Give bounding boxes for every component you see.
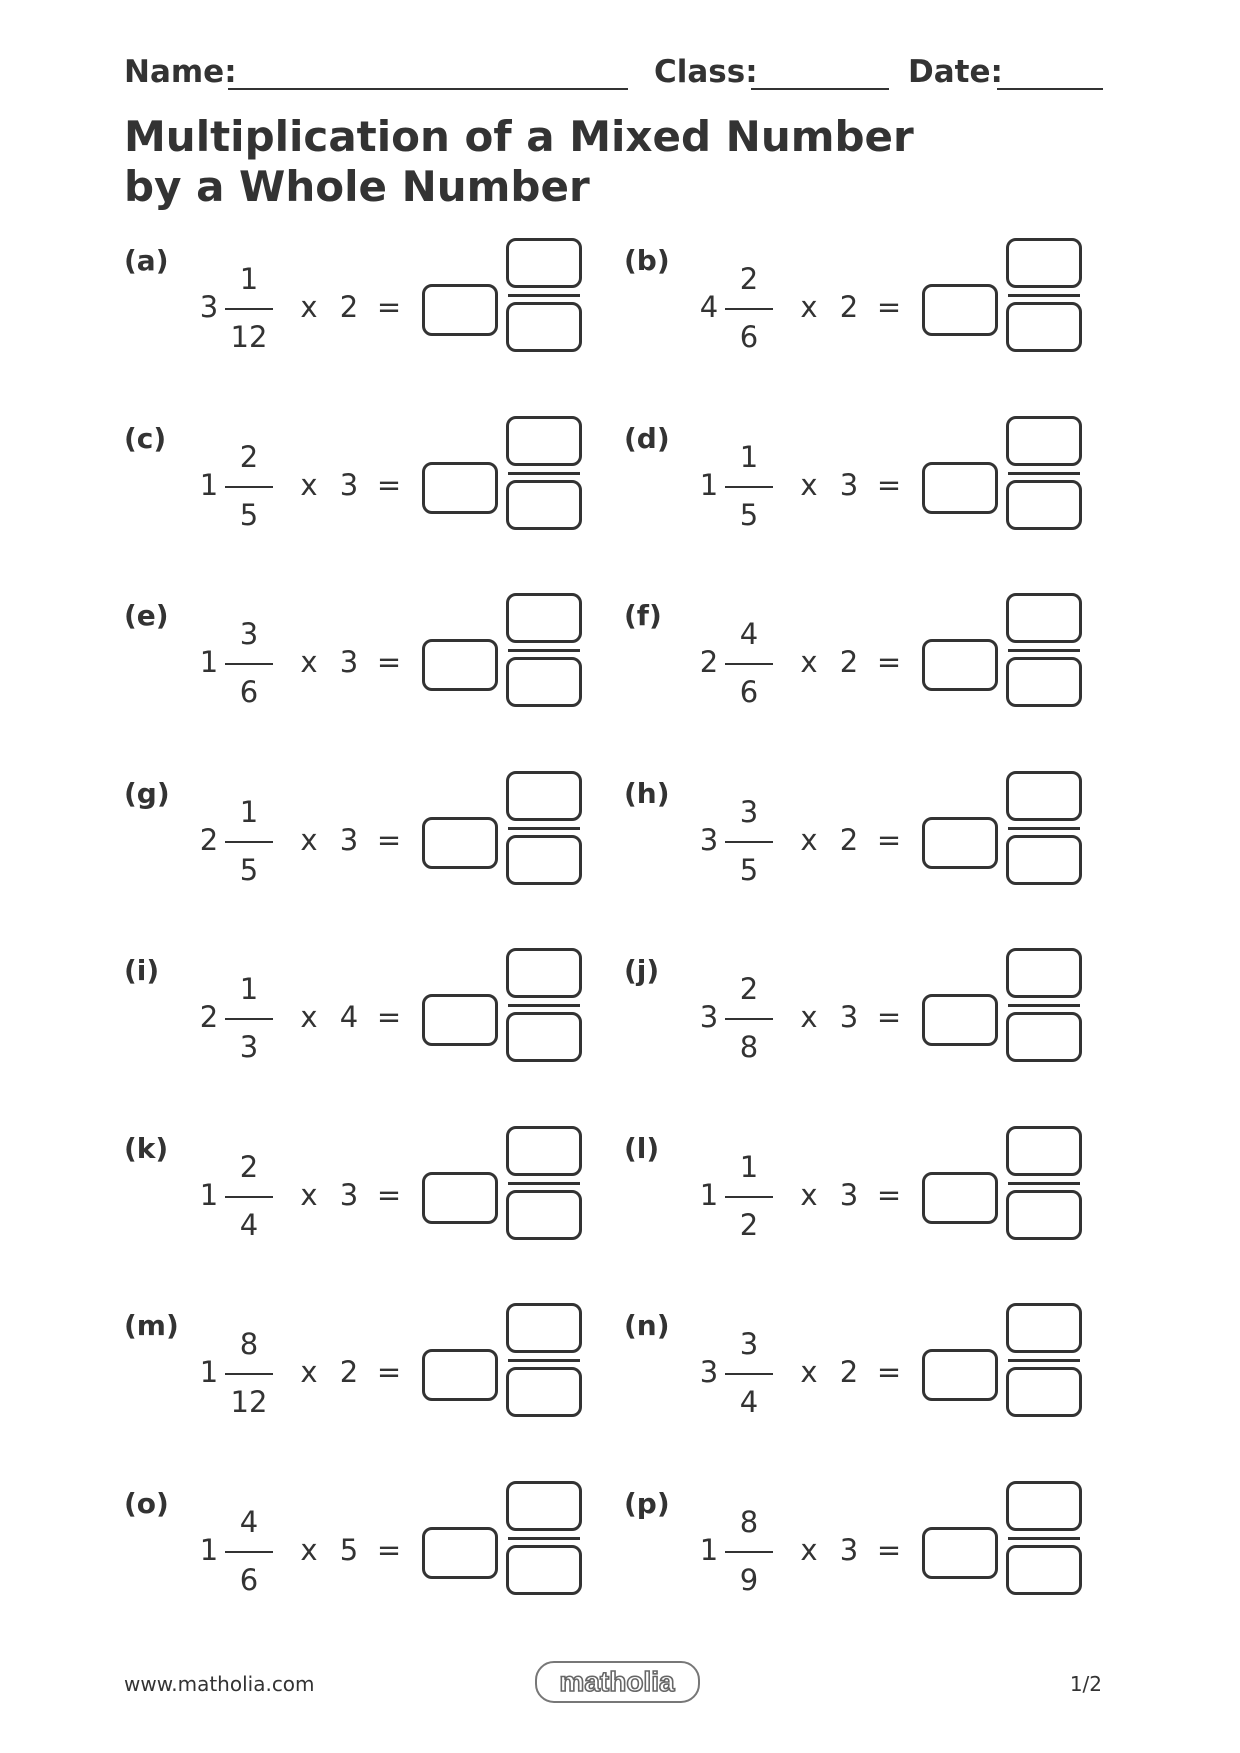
whole-number: 1	[699, 1533, 719, 1567]
answer-whole-box[interactable]	[922, 994, 998, 1046]
whole-number: 4	[699, 290, 719, 324]
multiply-sign: x	[800, 1178, 818, 1212]
equals-sign: =	[376, 1355, 402, 1389]
problem-label: (a)	[124, 244, 169, 277]
answer-whole-box[interactable]	[922, 639, 998, 691]
answer-denominator-box[interactable]	[506, 1190, 582, 1240]
answer-whole-box[interactable]	[922, 284, 998, 336]
whole-number: 3	[699, 1000, 719, 1034]
answer-fraction-bar	[1008, 1537, 1080, 1540]
answer-numerator-box[interactable]	[506, 948, 582, 998]
name-label: Name:	[124, 54, 237, 90]
answer-denominator-box[interactable]	[1006, 1012, 1082, 1062]
multiplier: 3	[339, 823, 359, 857]
problem-item	[124, 1481, 584, 1611]
answer-numerator-box[interactable]	[1006, 416, 1082, 466]
answer-fraction-bar	[1008, 827, 1080, 830]
fraction-bar	[725, 308, 773, 310]
title-line-1: Multiplication of a Mixed Number	[124, 112, 914, 161]
multiply-sign: x	[800, 1355, 818, 1389]
fraction-bar	[225, 486, 273, 488]
whole-number: 3	[699, 1355, 719, 1389]
multiply-sign: x	[800, 468, 818, 502]
answer-numerator-box[interactable]	[1006, 771, 1082, 821]
answer-whole-box[interactable]	[422, 284, 498, 336]
answer-denominator-box[interactable]	[506, 1012, 582, 1062]
problem-label: (f)	[624, 599, 662, 632]
multiply-sign: x	[800, 290, 818, 324]
numerator: 2	[239, 440, 259, 474]
denominator: 4	[739, 1385, 759, 1419]
class-label: Class:	[654, 54, 758, 90]
numerator: 8	[239, 1327, 259, 1361]
problem-item	[624, 1303, 1084, 1433]
fraction-bar	[225, 308, 273, 310]
fraction-bar	[725, 1018, 773, 1020]
whole-number: 1	[199, 645, 219, 679]
problem-label: (m)	[124, 1309, 179, 1342]
whole-number: 3	[699, 823, 719, 857]
multiplier: 3	[339, 468, 359, 502]
answer-denominator-box[interactable]	[506, 1545, 582, 1595]
answer-fraction-bar	[508, 294, 580, 297]
problem-label: (e)	[124, 599, 169, 632]
fraction-bar	[225, 1196, 273, 1198]
problem-item	[124, 948, 584, 1078]
equals-sign: =	[376, 290, 402, 324]
denominator: 3	[239, 1030, 259, 1064]
equals-sign: =	[876, 823, 902, 857]
fraction-bar	[225, 663, 273, 665]
problem-label: (k)	[124, 1132, 169, 1165]
answer-numerator-box[interactable]	[506, 1303, 582, 1353]
equals-sign: =	[376, 1000, 402, 1034]
multiply-sign: x	[300, 1533, 318, 1567]
multiply-sign: x	[800, 1533, 818, 1567]
answer-numerator-box[interactable]	[506, 1126, 582, 1176]
multiply-sign: x	[300, 645, 318, 679]
header-fields	[124, 50, 1104, 96]
whole-number: 1	[699, 1178, 719, 1212]
problem-item	[124, 593, 584, 723]
denominator: 12	[230, 320, 268, 354]
answer-denominator-box[interactable]	[1006, 480, 1082, 530]
numerator: 1	[739, 440, 759, 474]
multiplier: 4	[339, 1000, 359, 1034]
problem-label: (c)	[124, 422, 167, 455]
whole-number: 2	[199, 1000, 219, 1034]
answer-whole-box[interactable]	[922, 462, 998, 514]
answer-whole-box[interactable]	[922, 817, 998, 869]
equals-sign: =	[876, 645, 902, 679]
denominator: 2	[739, 1208, 759, 1242]
whole-number: 3	[199, 290, 219, 324]
equals-sign: =	[376, 1533, 402, 1567]
answer-whole-box[interactable]	[422, 1349, 498, 1401]
answer-numerator-box[interactable]	[506, 416, 582, 466]
whole-number: 2	[699, 645, 719, 679]
multiplier: 2	[839, 290, 859, 324]
equals-sign: =	[876, 1178, 902, 1212]
answer-fraction-bar	[1008, 294, 1080, 297]
problem-label: (d)	[624, 422, 670, 455]
answer-denominator-box[interactable]	[1006, 302, 1082, 352]
problem-item	[124, 238, 584, 368]
problem-item	[624, 416, 1084, 546]
whole-number: 1	[199, 1178, 219, 1212]
equals-sign: =	[376, 1178, 402, 1212]
answer-whole-box[interactable]	[422, 462, 498, 514]
multiplier: 3	[839, 1533, 859, 1567]
numerator: 4	[239, 1505, 259, 1539]
multiplier: 2	[839, 823, 859, 857]
multiplier: 2	[339, 290, 359, 324]
whole-number: 1	[199, 1533, 219, 1567]
answer-fraction-bar	[508, 1537, 580, 1540]
problem-label: (i)	[124, 954, 160, 987]
problem-label: (g)	[124, 777, 170, 810]
equals-sign: =	[376, 823, 402, 857]
fraction-bar	[225, 1373, 273, 1375]
equals-sign: =	[876, 1000, 902, 1034]
problem-item	[624, 948, 1084, 1078]
whole-number: 1	[699, 468, 719, 502]
numerator: 1	[239, 795, 259, 829]
answer-fraction-bar	[1008, 1182, 1080, 1185]
footer-url: www.matholia.com	[124, 1672, 315, 1696]
fraction-bar	[225, 1018, 273, 1020]
answer-denominator-box[interactable]	[1006, 835, 1082, 885]
multiplier: 2	[339, 1355, 359, 1389]
numerator: 1	[739, 1150, 759, 1184]
answer-denominator-box[interactable]	[506, 835, 582, 885]
numerator: 1	[239, 262, 259, 296]
problem-label: (b)	[624, 244, 670, 277]
denominator: 8	[739, 1030, 759, 1064]
multiplier: 5	[339, 1533, 359, 1567]
multiplier: 3	[339, 645, 359, 679]
answer-denominator-box[interactable]	[1006, 1545, 1082, 1595]
title-line-2: by a Whole Number	[124, 162, 590, 211]
answer-numerator-box[interactable]	[1006, 948, 1082, 998]
multiply-sign: x	[800, 823, 818, 857]
answer-numerator-box[interactable]	[1006, 1126, 1082, 1176]
answer-numerator-box[interactable]	[1006, 593, 1082, 643]
problem-item	[124, 416, 584, 546]
answer-denominator-box[interactable]	[506, 1367, 582, 1417]
multiply-sign: x	[300, 823, 318, 857]
equals-sign: =	[876, 290, 902, 324]
fraction-bar	[725, 1373, 773, 1375]
answer-whole-box[interactable]	[922, 1349, 998, 1401]
numerator: 2	[739, 262, 759, 296]
answer-numerator-box[interactable]	[506, 238, 582, 288]
answer-whole-box[interactable]	[922, 1172, 998, 1224]
answer-whole-box[interactable]	[422, 817, 498, 869]
answer-whole-box[interactable]	[422, 994, 498, 1046]
denominator: 5	[239, 853, 259, 887]
problem-label: (h)	[624, 777, 670, 810]
numerator: 3	[739, 1327, 759, 1361]
answer-fraction-bar	[508, 472, 580, 475]
denominator: 6	[239, 675, 259, 709]
fraction-bar	[725, 486, 773, 488]
name-field[interactable]	[228, 88, 628, 90]
multiply-sign: x	[800, 1000, 818, 1034]
multiplier: 3	[839, 1000, 859, 1034]
answer-denominator-box[interactable]	[1006, 657, 1082, 707]
numerator: 8	[739, 1505, 759, 1539]
logo-text: matholia	[559, 1666, 675, 1697]
answer-fraction-bar	[508, 827, 580, 830]
equals-sign: =	[376, 645, 402, 679]
numerator: 2	[739, 972, 759, 1006]
multiplier: 3	[839, 468, 859, 502]
equals-sign: =	[376, 468, 402, 502]
answer-whole-box[interactable]	[422, 639, 498, 691]
numerator: 2	[239, 1150, 259, 1184]
multiplier: 2	[839, 1355, 859, 1389]
worksheet-title	[124, 112, 914, 212]
fraction-bar	[725, 1196, 773, 1198]
answer-fraction-bar	[1008, 1359, 1080, 1362]
answer-whole-box[interactable]	[422, 1172, 498, 1224]
problem-item	[624, 771, 1084, 901]
answer-numerator-box[interactable]	[1006, 1303, 1082, 1353]
answer-fraction-bar	[508, 1182, 580, 1185]
denominator: 12	[230, 1385, 268, 1419]
problem-item	[624, 593, 1084, 723]
problem-label: (o)	[124, 1487, 169, 1520]
equals-sign: =	[876, 1533, 902, 1567]
answer-whole-box[interactable]	[422, 1527, 498, 1579]
multiply-sign: x	[300, 1355, 318, 1389]
answer-denominator-box[interactable]	[506, 480, 582, 530]
answer-denominator-box[interactable]	[1006, 1367, 1082, 1417]
multiplier: 2	[839, 645, 859, 679]
denominator: 9	[739, 1563, 759, 1597]
multiplier: 3	[339, 1178, 359, 1212]
whole-number: 1	[199, 468, 219, 502]
class-field[interactable]	[751, 88, 889, 90]
problem-item	[124, 1303, 584, 1433]
denominator: 5	[739, 498, 759, 532]
denominator: 6	[239, 1563, 259, 1597]
equals-sign: =	[876, 468, 902, 502]
multiplier: 3	[839, 1178, 859, 1212]
matholia-logo	[535, 1660, 700, 1704]
problem-item	[624, 238, 1084, 368]
answer-numerator-box[interactable]	[506, 593, 582, 643]
answer-numerator-box[interactable]	[506, 1481, 582, 1531]
problem-item	[624, 1481, 1084, 1611]
fraction-bar	[225, 841, 273, 843]
multiply-sign: x	[800, 645, 818, 679]
answer-whole-box[interactable]	[922, 1527, 998, 1579]
multiply-sign: x	[300, 1000, 318, 1034]
denominator: 5	[239, 498, 259, 532]
numerator: 4	[739, 617, 759, 651]
fraction-bar	[725, 841, 773, 843]
problem-item	[624, 1126, 1084, 1256]
whole-number: 1	[199, 1355, 219, 1389]
answer-numerator-box[interactable]	[506, 771, 582, 821]
problem-item	[124, 1126, 584, 1256]
answer-fraction-bar	[508, 1004, 580, 1007]
denominator: 5	[739, 853, 759, 887]
numerator: 3	[239, 617, 259, 651]
numerator: 3	[739, 795, 759, 829]
denominator: 6	[739, 675, 759, 709]
date-field[interactable]	[997, 88, 1103, 90]
problem-label: (j)	[624, 954, 660, 987]
fraction-bar	[725, 1551, 773, 1553]
page-number: 1/2	[1069, 1672, 1102, 1696]
multiply-sign: x	[300, 1178, 318, 1212]
equals-sign: =	[876, 1355, 902, 1389]
problem-label: (n)	[624, 1309, 670, 1342]
date-label: Date:	[908, 54, 1003, 90]
answer-numerator-box[interactable]	[1006, 238, 1082, 288]
answer-fraction-bar	[1008, 472, 1080, 475]
fraction-bar	[225, 1551, 273, 1553]
numerator: 1	[239, 972, 259, 1006]
denominator: 4	[239, 1208, 259, 1242]
answer-denominator-box[interactable]	[506, 302, 582, 352]
answer-denominator-box[interactable]	[506, 657, 582, 707]
answer-fraction-bar	[508, 649, 580, 652]
answer-fraction-bar	[1008, 1004, 1080, 1007]
fraction-bar	[725, 663, 773, 665]
multiply-sign: x	[300, 290, 318, 324]
denominator: 6	[739, 320, 759, 354]
answer-numerator-box[interactable]	[1006, 1481, 1082, 1531]
problem-label: (l)	[624, 1132, 660, 1165]
problem-label: (p)	[624, 1487, 670, 1520]
answer-denominator-box[interactable]	[1006, 1190, 1082, 1240]
answer-fraction-bar	[508, 1359, 580, 1362]
whole-number: 2	[199, 823, 219, 857]
multiply-sign: x	[300, 468, 318, 502]
answer-fraction-bar	[1008, 649, 1080, 652]
problem-item	[124, 771, 584, 901]
